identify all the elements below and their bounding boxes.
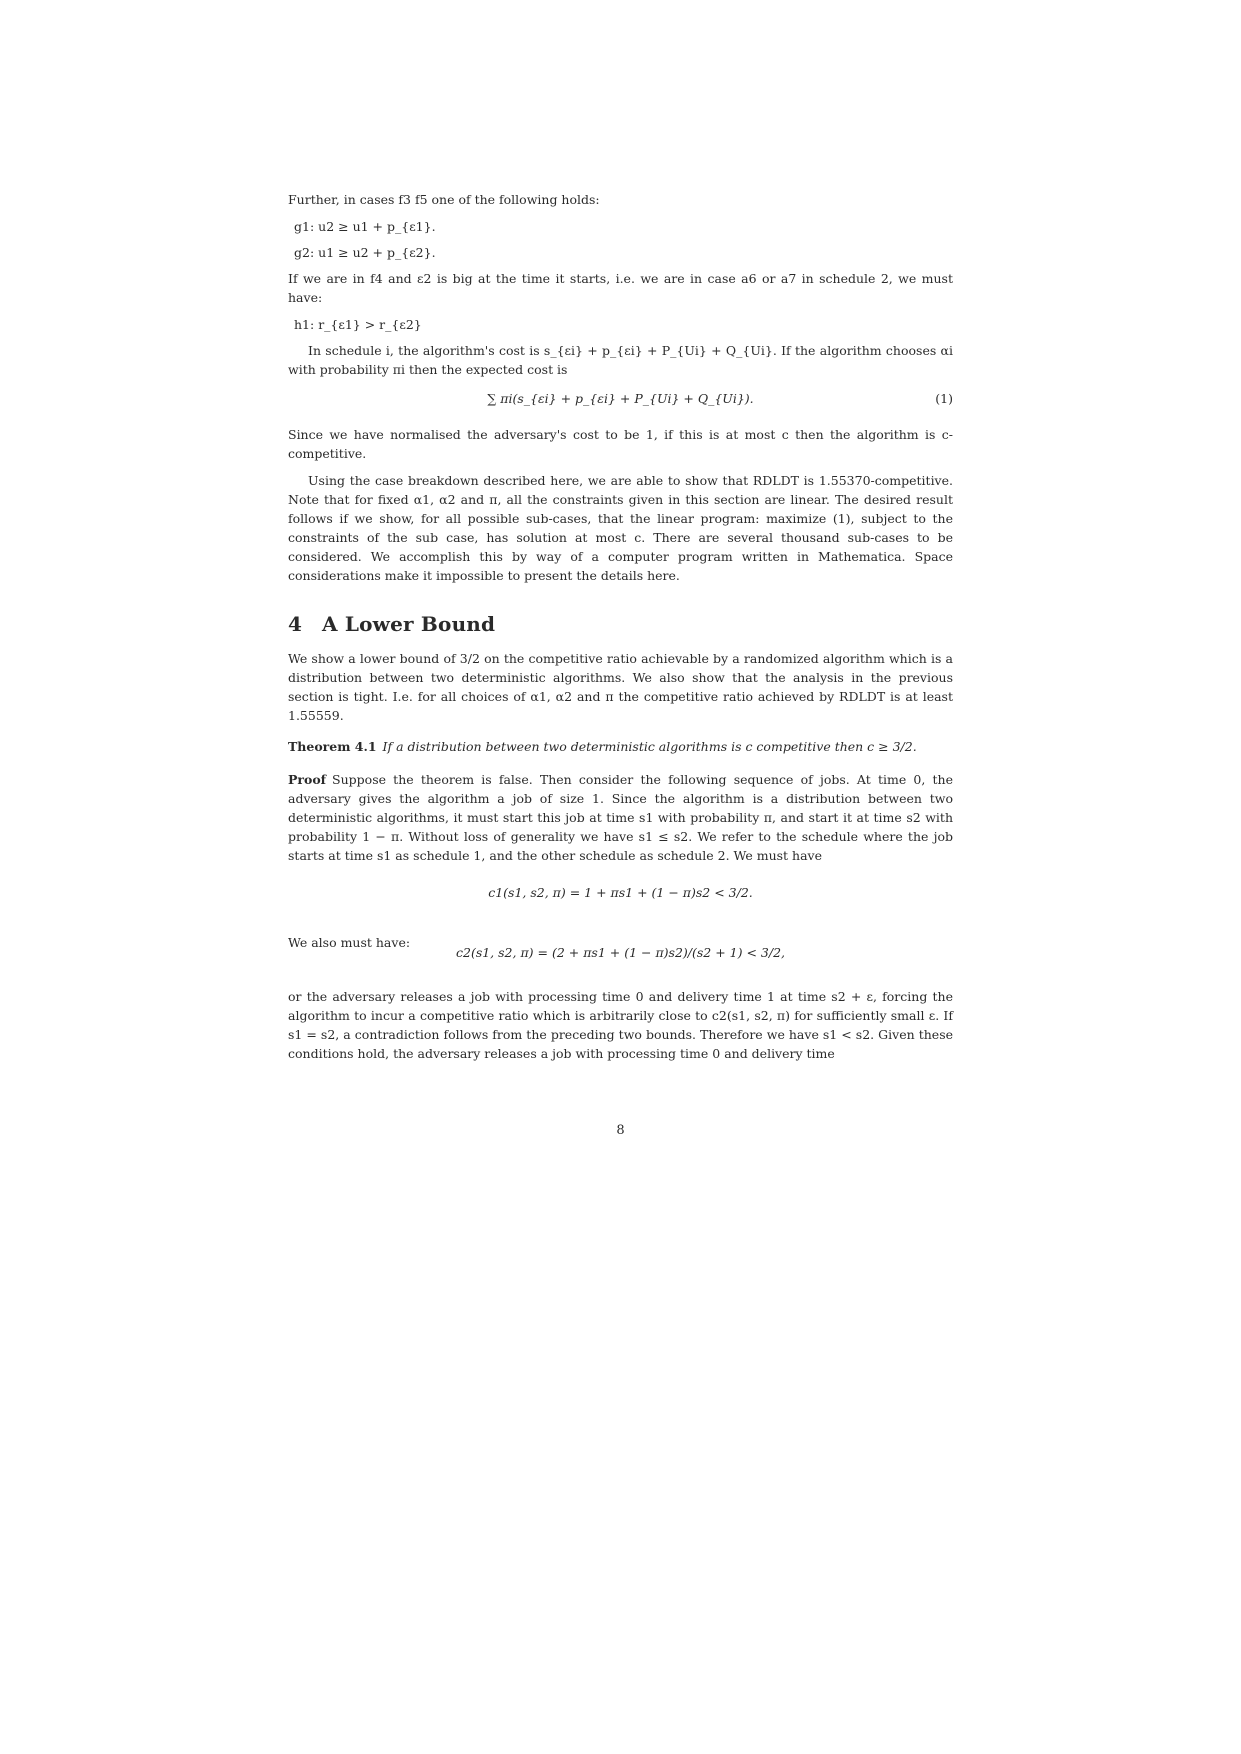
proof-paragraph — [288, 770, 953, 865]
equation-1 — [288, 387, 953, 413]
theorem-4-1 — [288, 737, 953, 756]
page-number: 8 — [616, 1123, 625, 1138]
proof-label: Proof — [288, 772, 327, 787]
also-must-have: We also must have: — [288, 935, 411, 950]
paragraph-lower-bound-intro: We show a lower bound of 3/2 on the competitive ratio achievable by a randomized algorithm which is a distribution between two deterministic algorithms. We also show that the analysis in the previous section is tight. I.e. for all choices of α1, α2 and π the competitive ratio achieved by RDLDT is at least 1.55559. — [288, 651, 953, 723]
paragraph-further: Further, in cases f3 f5 one of the following holds: — [288, 192, 600, 207]
paragraph-after: or the adversary releases a job with processing time 0 and delivery time 1 at time s2 + ε, forcing the algorithm to incur a competitive ratio which is arbitrarily close to c2(s1, s2, π) for sufficiently small ε. If s1 = s2, a contradiction follows from the preceding two bounds. Therefore we have s1 < s2. Given these conditions hold, the adversary releases a job with processing time 0 and delivery time — [288, 989, 953, 1061]
equation-c2-body: c2(s1, s2, π) = (2 + πs1 + (1 − π)s2)/(s2 + 1) < 3/2, — [455, 945, 786, 960]
paragraph-since: Since we have normalised the adversary's cost to be 1, if this is at most c then the algorithm is c-competitive. — [288, 427, 953, 461]
paragraph-using: Using the case breakdown described here, we are able to show that RDLDT is 1.55370-competitive. Note that for fixed α1, α2 and π, all the constraints given in this section are linear. The desired result follows if we show, for all possible sub-cases, that the linear program: maximize (1), subject to the constraints of the sub case, has solution at most c. There are several thousand sub-cases to be considered. We accomplish this by way of a computer program written in Mathematica. Space considerations make it impossible to present the details here. — [288, 473, 953, 583]
paragraph-if-case: If we are in f4 and ε2 is big at the time it starts, i.e. we are in case a6 or a7 in schedule 2, we must have: — [288, 271, 953, 305]
paragraph-schedule-cost: In schedule i, the algorithm's cost is s_{εi} + p_{εi} + P_{Ui} + Q_{Ui}. If the algorithm chooses αi with probability πi then the expected cost is — [288, 343, 953, 377]
equation-c2-block — [288, 929, 953, 979]
equation-1-body: ∑ πi(s_{εi} + p_{εi} + P_{Ui} + Q_{Ui}). — [487, 391, 754, 406]
paper-page — [288, 190, 953, 1071]
theorem-body: If a distribution between two deterministic algorithms is c competitive then c ≥ 3/2. — [382, 739, 917, 754]
condition-g1: g1: u2 ≥ u1 + p_{ε1}. — [294, 219, 436, 234]
condition-h1: h1: r_{ε1} > r_{ε2} — [294, 317, 422, 332]
condition-g2: g2: u1 ≥ u2 + p_{ε2}. — [294, 245, 436, 260]
proof-text: Suppose the theorem is false. Then consider the following sequence of jobs. At time 0, the adversary gives the algorithm a job of size 1. Since the algorithm is a distribution between two deterministic algorithms, it must start this job at time s1 with probability π, and start it at time s2 with probability 1 − π. Without loss of generality we have s1 ≤ s2. We refer to the schedule where the job starts at time s1 as schedule 1, and the other schedule as schedule 2. We must have — [288, 772, 953, 863]
section-heading — [288, 612, 953, 636]
equation-1-number: (1) — [935, 391, 953, 406]
section-title: A Lower Bound — [322, 612, 496, 636]
equation-c1-body: c1(s1, s2, π) = 1 + πs1 + (1 − π)s2 < 3/2. — [488, 885, 753, 900]
section-number: 4 — [288, 612, 303, 636]
equation-c1 — [288, 873, 953, 921]
theorem-title: Theorem 4.1 — [288, 739, 377, 754]
